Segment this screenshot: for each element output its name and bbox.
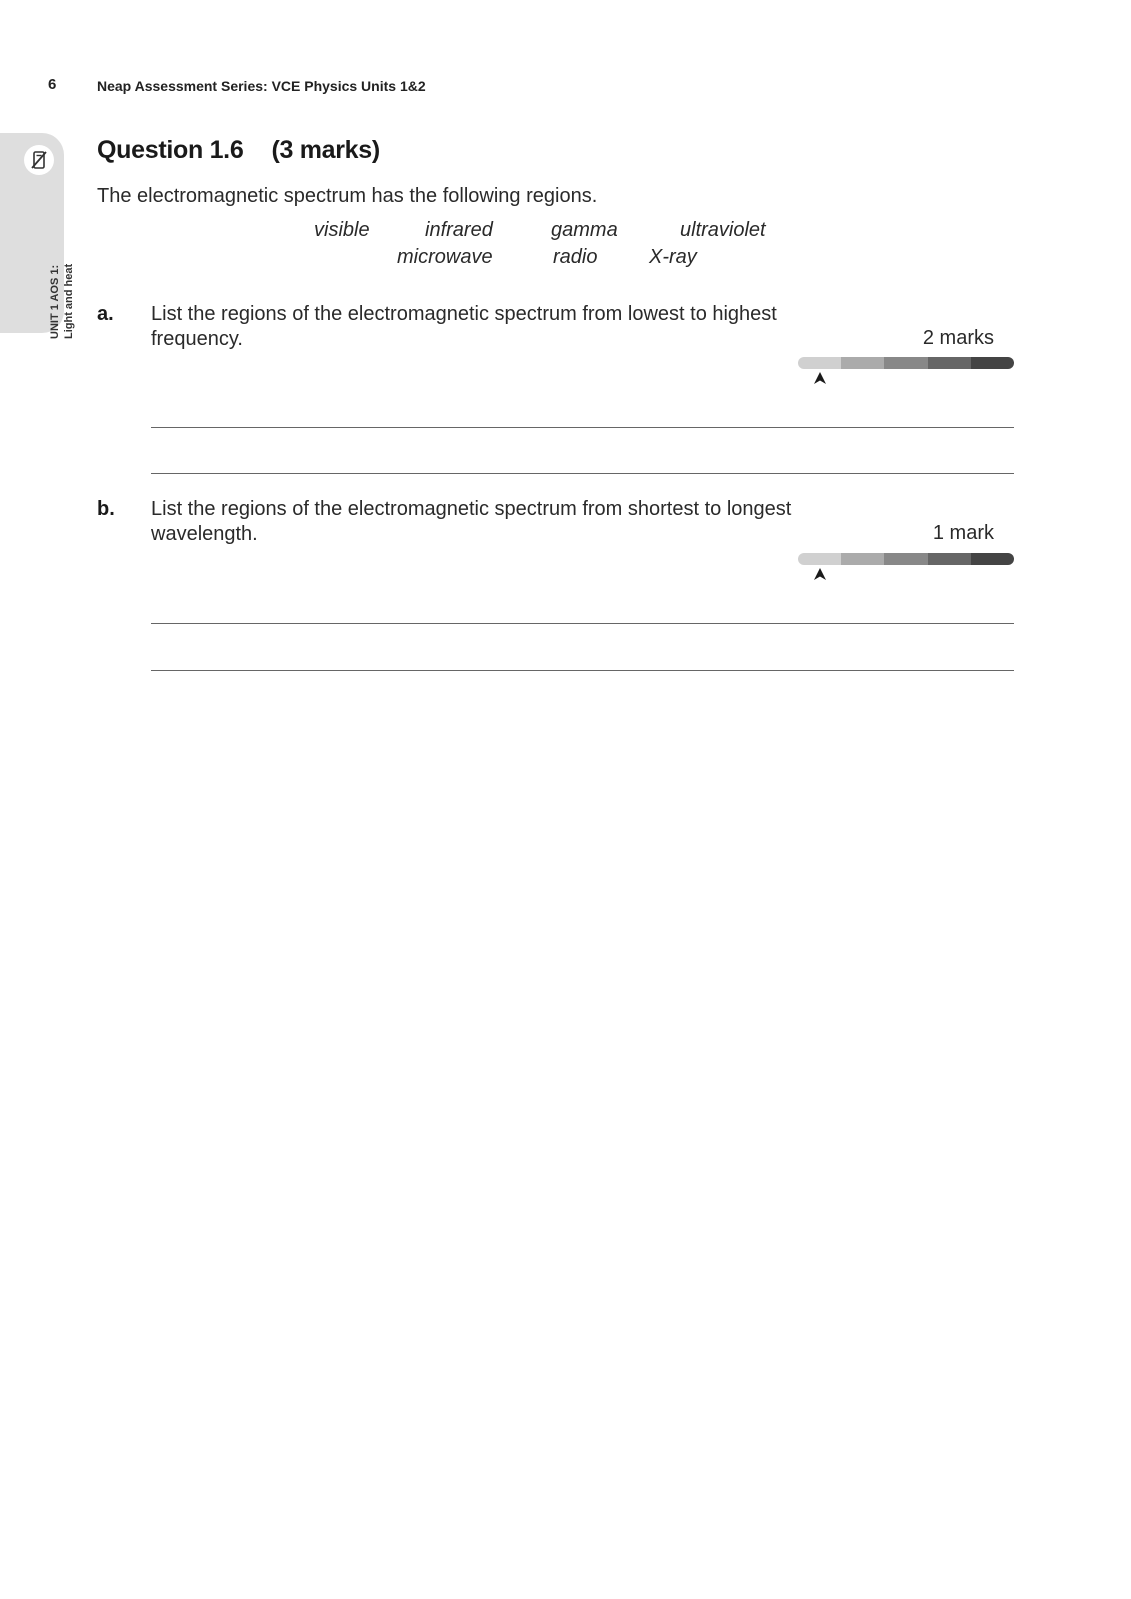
- region-word: microwave: [397, 246, 493, 268]
- difficulty-segment: [798, 553, 841, 565]
- difficulty-scale: [798, 553, 1014, 583]
- difficulty-segment: [841, 553, 884, 565]
- part-a-label: a.: [97, 303, 114, 325]
- page-number: 6: [48, 76, 57, 93]
- answer-line[interactable]: [151, 670, 1014, 671]
- question-marks: (3 marks): [271, 136, 380, 164]
- running-title: Neap Assessment Series: VCE Physics Units 1&2: [97, 78, 426, 94]
- answer-line[interactable]: [151, 427, 1014, 428]
- unit-label: UNIT 1 AOS 1:: [49, 264, 61, 339]
- question-title: [97, 136, 380, 165]
- part-b-label: b.: [97, 498, 115, 520]
- difficulty-segment: [884, 553, 927, 565]
- answer-line[interactable]: [151, 623, 1014, 624]
- part-a-text: List the regions of the electromagnetic spectrum from lowest to highest frequency.: [151, 303, 777, 350]
- part-b-text: List the regions of the electromagnetic spectrum from shortest to longest wavelength.: [151, 498, 792, 545]
- difficulty-scale: [798, 357, 1014, 387]
- difficulty-segment: [928, 357, 971, 369]
- region-word: radio: [553, 246, 598, 268]
- difficulty-segment: [928, 553, 971, 565]
- difficulty-segment: [841, 357, 884, 369]
- difficulty-segment: [971, 357, 1014, 369]
- region-word: infrared: [425, 219, 493, 241]
- region-word: X-ray: [649, 246, 697, 268]
- difficulty-pointer-icon: [813, 371, 827, 385]
- region-word: gamma: [551, 219, 618, 241]
- question-number: Question 1.6: [97, 136, 244, 164]
- part-b-marks: 1 mark: [932, 522, 994, 544]
- unit-topic: Light and heat: [63, 263, 75, 339]
- answer-line[interactable]: [151, 473, 1014, 474]
- difficulty-bar: [798, 553, 1014, 565]
- part-a-marks: 2 marks: [922, 327, 994, 349]
- regions-row-2: [0, 246, 1131, 272]
- difficulty-pointer-icon: [813, 567, 827, 581]
- question-intro: The electromagnetic spectrum has the following regions.: [97, 185, 598, 207]
- difficulty-segment: [884, 357, 927, 369]
- regions-row-1: [0, 219, 1131, 245]
- difficulty-segment: [971, 553, 1014, 565]
- no-calculator-icon: [24, 145, 54, 175]
- region-word: visible: [314, 219, 370, 241]
- difficulty-bar: [798, 357, 1014, 369]
- region-word: ultraviolet: [680, 219, 766, 241]
- difficulty-segment: [798, 357, 841, 369]
